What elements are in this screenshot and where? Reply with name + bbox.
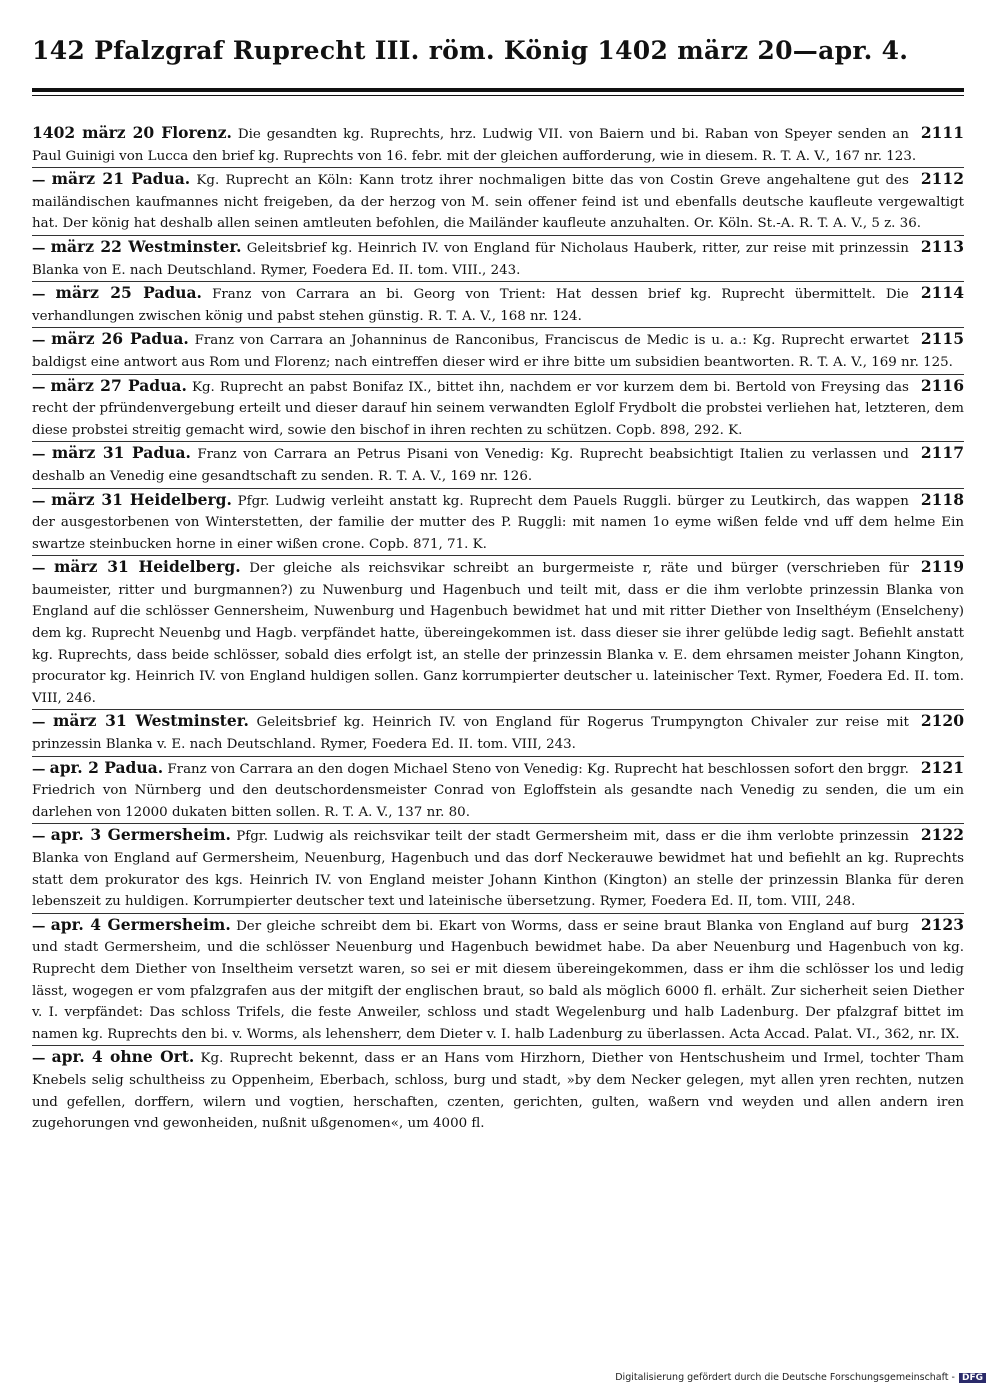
regest-number: 2120 xyxy=(920,711,964,731)
entry-dash: — xyxy=(32,917,46,934)
entry-date-place: apr. 4 ohne Ort. xyxy=(51,1047,195,1067)
regest-entry xyxy=(32,556,964,710)
entry-date-place: märz 26 Padua. xyxy=(51,329,189,349)
entry-dash: — xyxy=(32,239,46,256)
regesta-list xyxy=(32,122,964,1135)
regest-entry xyxy=(32,328,964,374)
regest-entry xyxy=(32,236,964,282)
running-title: 142 Pfalzgraf Ruprecht III. röm. König 1402 märz 20—apr. 4. xyxy=(32,36,909,65)
regest-entry xyxy=(32,375,964,443)
entry-date-place: märz 22 Westminster. xyxy=(50,236,242,256)
regest-entry xyxy=(32,442,964,488)
entry-date-place: märz 25 Padua. xyxy=(55,283,202,303)
entry-dash: — xyxy=(32,760,46,777)
header-rule-thick xyxy=(32,88,964,92)
entry-dash: — xyxy=(32,1050,46,1067)
regest-number: 2112 xyxy=(920,169,964,189)
entry-text: Kg. Ruprecht an pabst Bonifaz IX., bittet ihn, nachdem er vor kurzem dem bi. Bertold von Freysing das recht der pfründenvergebung erteilt und dieser darauf hin seinem verwandten Eglolf Frydbolt die probstei verliehen hat, letzteren, dem diese probstei streitig gemacht wird, sowie den bischof in ihren rechten zu schützen. Copb. 898, 292. K. xyxy=(32,379,964,438)
entry-date-place: 1402 märz 20 Florenz. xyxy=(32,123,232,142)
dfg-logo: DFG xyxy=(959,1373,986,1383)
regest-entry xyxy=(32,489,964,557)
entry-dash: — xyxy=(32,828,46,845)
entry-text: Geleitsbrief kg. Heinrich IV. von England für Nicholaus Hauberk, ritter, zur reise mit prinzessin Blanka von E. nach Deutschland. Rymer, Foedera Ed. II. tom. VIII., 243. xyxy=(32,240,909,278)
entry-text: Die gesandten kg. Ruprechts, hrz. Ludwig VII. von Baiern und bi. Raban von Speyer senden an Paul Guinigi von Lucca den brief kg. Ruprechts von 16. febr. mit der gleichen aufforderung, wie in diesem. R. T. A. V., 167 nr. 123. xyxy=(32,127,917,164)
entry-date-place: apr. 3 Germersheim. xyxy=(50,825,231,845)
entry-text: Franz von Carrara an Petrus Pisani von Venedig: Kg. Ruprecht beabsichtigt Italien zu verlassen und deshalb an Venedig eine gesandtschaft zu senden. R. T. A. V., 169 nr. 126. xyxy=(32,447,909,484)
entry-dash: — xyxy=(32,286,46,303)
regest-number: 2121 xyxy=(920,757,964,777)
entry-date-place: märz 31 Westminster. xyxy=(53,711,249,731)
regest-entry xyxy=(32,122,964,168)
entry-date-place: märz 31 Padua. xyxy=(51,443,191,463)
regest-entry xyxy=(32,1046,964,1134)
entry-dash: — xyxy=(32,492,46,509)
regest-entry xyxy=(32,757,964,825)
entry-dash: — xyxy=(32,378,46,395)
regest-number: 2116 xyxy=(920,375,964,395)
regest-number: 2113 xyxy=(920,236,964,256)
regest-number: 2123 xyxy=(920,914,964,934)
regest-number: 2117 xyxy=(920,443,964,463)
regest-entry xyxy=(32,710,964,756)
entry-date-place: märz 31 Heidelberg. xyxy=(54,557,241,577)
entry-text: Pfgr. Ludwig als reichsvikar teilt der stadt Germersheim mit, dass er die ihm verlobte prinzessin Blanka von England auf Germersheim, Neuenburg, Hagenbuch und das dorf Neckerauwe bewidmet hat und befiehlt an kg. Ruprechts statt dem prokurator des kgs. Heinrich IV. von England meister Johann Kinthon (Kington) an stelle der prinzessin Blanka für deren lebenszeit zu huldigen. Korrumpierter deutscher text und lateinische übersetzung. Rymer, Foedera Ed. II, tom. VIII, 248. xyxy=(32,829,964,910)
entry-date-place: märz 31 Heidelberg. xyxy=(51,489,232,509)
regest-entry xyxy=(32,914,964,1047)
regest-number: 2122 xyxy=(920,825,964,845)
entry-text: Der gleiche schreibt dem bi. Ekart von Worms, dass er seine braut Blanka von England auf burg und stadt Germersheim, und die schlösser Neuenburg und Hagenbuch bewidmet habe. Da aber Neuenburg und Hagenbuch von kg. Ruprecht dem Diether von Inseltheim versetzt waren, so sei er mit diesem übereingekommen, dass er ihm die schlösser los und ledig lässt, wogegen er vom pfalzgrafen aus der mitgift der englischen braut, so bald als möglich 6000 fl. erhält. Zur sicherheit seien Diether v. I. verpfändet: Das schloss Trifels, die feste Anweiler, schloss und stadt Wegelenburg und halb Ladenburg. Der pfalzgraf bittet im namen kg. Ruprechts den bi. v. Worms, als lehensherr, dem Dieter v. I. halb Ladenburg zu überlassen. Acta Accad. Palat. VI., 362, nr. IX. xyxy=(32,918,964,1042)
entry-dash: — xyxy=(32,172,46,189)
entry-date-place: märz 27 Padua. xyxy=(50,375,187,395)
entry-dash: — xyxy=(32,714,46,731)
regest-number: 2119 xyxy=(920,557,964,577)
entry-text: Pfgr. Ludwig verleiht anstatt kg. Ruprecht dem Pauels Ruggli. bürger zu Leutkirch, das wappen der ausgestorbenen von Winterstetten, der familie der mutter des P. Ruggli: mit namen 1o eyme wißen felde vnd uff dem helme Ein swartze steinbucken horne in einer wißen crone. Copb. 871, 71. K. xyxy=(32,493,964,552)
regest-number: 2118 xyxy=(920,489,964,509)
entry-text: Franz von Carrara an bi. Georg von Trient: Hat dessen brief kg. Ruprecht übermittelt. Die verhandlungen zwischen könig und pabst stehen günstig. R. T. A. V., 168 nr. 124. xyxy=(32,287,909,324)
entry-date-place: apr. 2 Padua. xyxy=(49,757,164,777)
regest-number: 2111 xyxy=(920,123,964,142)
entry-text: Franz von Carrara an Johanninus de Ranconibus, Franciscus de Medic is u. a.: Kg. Ruprecht erwartet baldigst eine antwort aus Rom und Florenz; nach eintreffen dieser wird er ihre bitte um subsidien beantworten. R. T. A. V., 169 nr. 125. xyxy=(32,333,953,370)
entry-text: Geleitsbrief kg. Heinrich IV. von England für Rogerus Trumpyngton Chivaler zur reise mit prinzessin Blanka v. E. nach Deutschland. Rymer, Foedera Ed. II. tom. VIII, 243. xyxy=(32,715,909,753)
regest-entry xyxy=(32,168,964,236)
entry-dash: — xyxy=(32,332,46,349)
footer-credit-text: Digitalisierung gefördert durch die Deutsche Forschungsgemeinschaft - xyxy=(615,1372,955,1383)
entry-text: Franz von Carrara an den dogen Michael Steno von Venedig: Kg. Ruprecht hat beschlossen sofort den brggr. Friedrich von Nürnberg und den deutschordensmeister Conrad von Egloffstein als gesandte nach Venedig zu senden, die um ein darlehen von 12000 dukaten bitten sollen. R. T. A. V., 137 nr. 80. xyxy=(32,761,964,820)
entry-text: Kg. Ruprecht bekennt, dass er an Hans vom Hirzhorn, Diether von Hentschusheim und Irmel, tochter Tham Knebels selig schultheiss zu Oppenheim, Eberbach, schloss, burg und stadt, »by dem Necker gelegen, myt allen yren rechten, nutzen und gefellen, dorffern, wilern und vogtien, herschaften, czenten, gerichten, gulten, waßern vnd weyden und allen andern iren zugehorungen vnd gewonheiden, nußnit ußgenomen«, um 4000 fl. xyxy=(32,1051,964,1132)
regest-number: 2115 xyxy=(920,329,964,349)
regest-entry xyxy=(32,282,964,328)
entry-text: Kg. Ruprecht an Köln: Kann trotz ihrer nochmaligen bitte das von Costin Greve angehaltene gut des mailändischen kaufmannes nicht freigeben, da der herzog von M. sein offener feind ist und ebenfalls deutsche kaufleute vergewaltigt hat. Der könig hat deshalb allen seinen amtleuten befohlen, die Mailänder kaufleute anzuhalten. Or. Köln. St.-A. R. T. A. V., 5 z. 36. xyxy=(32,173,964,232)
entry-dash: — xyxy=(32,446,46,463)
entry-date-place: märz 21 Padua. xyxy=(51,169,191,189)
entry-date-place: apr. 4 Germersheim. xyxy=(50,914,231,934)
regest-entry xyxy=(32,824,964,913)
entry-dash: — xyxy=(32,560,46,577)
entry-text: Der gleiche als reichsvikar schreibt an burgermeiste r, räte und bürger (verschrieben für baumeister, ritter und burgmannen?) zu Nuwenburg und Hagenbuch und teilt mit, dass er die ihm verlobte prinzessin Blanka von England auf die schlösser Gennersheim, Nuwenburg und Hagenbuch bewidmet hat und mit ritter Diether von Inselthéym (Enselcheny) dem kg. Ruprecht Neuenbg und Hagb. verpfändet hatte, übereingekommen ist. dass dieser sie ihrer gelübde ledig sagt. Befiehlt anstatt kg. Ruprechts, dass beide schlösser, sobald dies erfolgt ist, an stelle der prinzessin Blanka v. E. dem ehrsamen meister Johann Kington, procurator kg. Heinrich IV. von England huldigen sollen. Ganz korrumpierter deutscher u. lateinischer Text. Rymer, Foedera Ed. II. tom. VIII, 246. xyxy=(32,561,964,706)
regest-number: 2114 xyxy=(920,283,964,303)
header-rule-thin xyxy=(32,95,964,96)
footer-credit xyxy=(615,1372,986,1383)
